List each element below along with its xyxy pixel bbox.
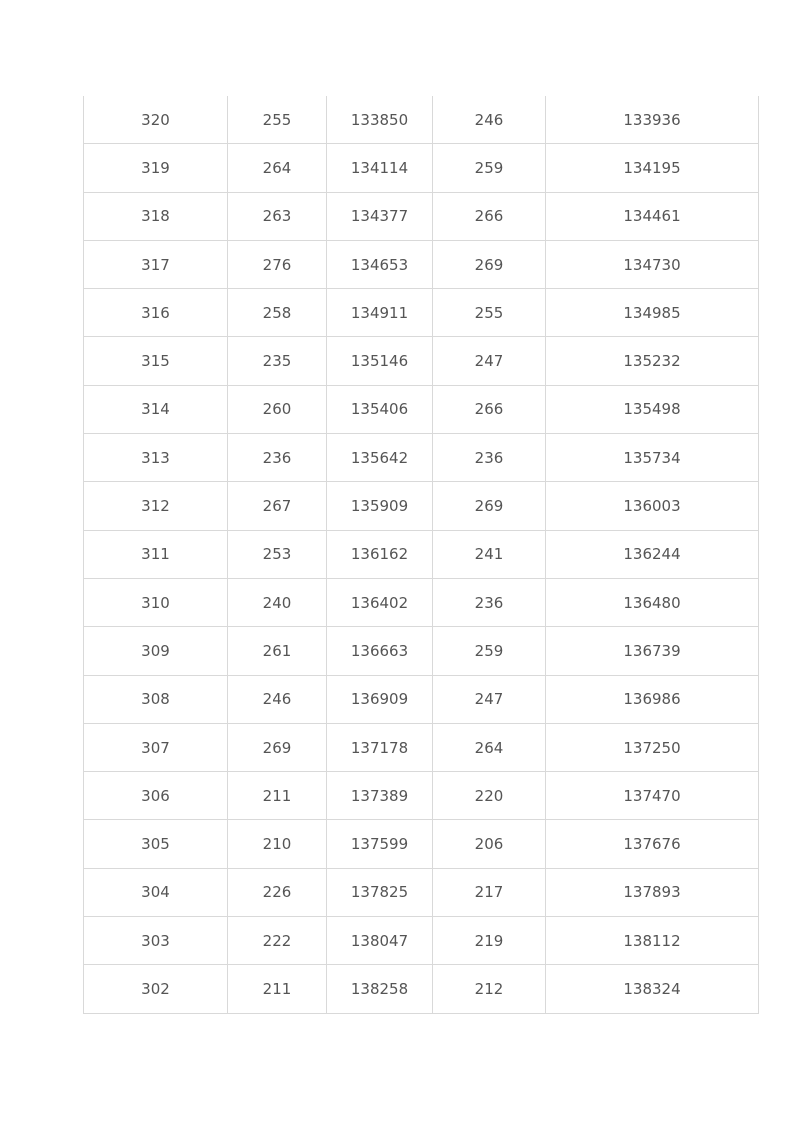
count-cell: 276 (228, 240, 327, 288)
count-cell-2: 246 (433, 96, 546, 144)
cumulative-cell: 135406 (327, 385, 433, 433)
count-cell-2: 264 (433, 723, 546, 771)
count-cell-2: 247 (433, 337, 546, 385)
score-cell: 306 (84, 772, 228, 820)
cumulative-cell: 137599 (327, 820, 433, 868)
count-cell: 210 (228, 820, 327, 868)
count-cell-2: 259 (433, 144, 546, 192)
cumulative-cell: 136402 (327, 578, 433, 626)
cumulative-cell-2: 136986 (546, 675, 759, 723)
score-cell: 309 (84, 627, 228, 675)
count-cell-2: 266 (433, 385, 546, 433)
cumulative-cell-2: 137893 (546, 868, 759, 916)
cumulative-cell: 133850 (327, 96, 433, 144)
score-cell: 318 (84, 192, 228, 240)
table-row (84, 820, 759, 868)
cumulative-cell-2: 138112 (546, 917, 759, 965)
cumulative-cell-2: 137250 (546, 723, 759, 771)
count-cell-2: 266 (433, 192, 546, 240)
count-cell: 260 (228, 385, 327, 433)
cumulative-cell-2: 136003 (546, 482, 759, 530)
count-cell-2: 212 (433, 965, 546, 1013)
cumulative-cell-2: 136244 (546, 530, 759, 578)
score-cell: 312 (84, 482, 228, 530)
count-cell: 222 (228, 917, 327, 965)
score-cell: 310 (84, 578, 228, 626)
table-row (84, 675, 759, 723)
cumulative-cell: 137825 (327, 868, 433, 916)
table-row (84, 337, 759, 385)
table-row (84, 289, 759, 337)
count-cell: 226 (228, 868, 327, 916)
cumulative-cell: 138258 (327, 965, 433, 1013)
score-cell: 307 (84, 723, 228, 771)
score-cell: 302 (84, 965, 228, 1013)
cumulative-cell-2: 137676 (546, 820, 759, 868)
score-table-body (84, 96, 759, 1013)
table-row (84, 240, 759, 288)
score-cell: 308 (84, 675, 228, 723)
cumulative-cell-2: 134461 (546, 192, 759, 240)
table-row (84, 434, 759, 482)
cumulative-cell-2: 136480 (546, 578, 759, 626)
count-cell: 261 (228, 627, 327, 675)
count-cell: 258 (228, 289, 327, 337)
cumulative-cell: 137389 (327, 772, 433, 820)
cumulative-cell: 135909 (327, 482, 433, 530)
cumulative-cell: 135642 (327, 434, 433, 482)
cumulative-cell: 136162 (327, 530, 433, 578)
score-cell: 317 (84, 240, 228, 288)
count-cell-2: 269 (433, 240, 546, 288)
table-row (84, 965, 759, 1013)
table-row (84, 385, 759, 433)
cumulative-cell-2: 135734 (546, 434, 759, 482)
count-cell: 240 (228, 578, 327, 626)
table-row (84, 627, 759, 675)
score-cell: 315 (84, 337, 228, 385)
cumulative-cell-2: 134985 (546, 289, 759, 337)
score-cell: 313 (84, 434, 228, 482)
table-row (84, 917, 759, 965)
count-cell-2: 236 (433, 578, 546, 626)
cumulative-cell-2: 134730 (546, 240, 759, 288)
score-cell: 304 (84, 868, 228, 916)
count-cell: 246 (228, 675, 327, 723)
cumulative-cell: 134653 (327, 240, 433, 288)
table-row (84, 192, 759, 240)
count-cell: 211 (228, 772, 327, 820)
score-cell: 314 (84, 385, 228, 433)
cumulative-cell-2: 133936 (546, 96, 759, 144)
count-cell-2: 217 (433, 868, 546, 916)
cumulative-cell-2: 134195 (546, 144, 759, 192)
count-cell-2: 206 (433, 820, 546, 868)
cumulative-cell-2: 135232 (546, 337, 759, 385)
count-cell-2: 236 (433, 434, 546, 482)
count-cell: 236 (228, 434, 327, 482)
score-cell: 303 (84, 917, 228, 965)
score-cell: 311 (84, 530, 228, 578)
score-cell: 316 (84, 289, 228, 337)
table-row (84, 868, 759, 916)
count-cell-2: 255 (433, 289, 546, 337)
score-table (83, 96, 759, 1014)
count-cell: 267 (228, 482, 327, 530)
score-cell: 305 (84, 820, 228, 868)
cumulative-cell: 138047 (327, 917, 433, 965)
count-cell: 211 (228, 965, 327, 1013)
count-cell-2: 219 (433, 917, 546, 965)
count-cell: 269 (228, 723, 327, 771)
count-cell-2: 247 (433, 675, 546, 723)
cumulative-cell-2: 138324 (546, 965, 759, 1013)
count-cell: 255 (228, 96, 327, 144)
cumulative-cell: 136663 (327, 627, 433, 675)
cumulative-cell: 136909 (327, 675, 433, 723)
count-cell: 264 (228, 144, 327, 192)
cumulative-cell: 134377 (327, 192, 433, 240)
table-row (84, 482, 759, 530)
count-cell-2: 259 (433, 627, 546, 675)
cumulative-cell: 134114 (327, 144, 433, 192)
count-cell: 253 (228, 530, 327, 578)
count-cell: 235 (228, 337, 327, 385)
count-cell-2: 269 (433, 482, 546, 530)
table-row (84, 530, 759, 578)
cumulative-cell-2: 136739 (546, 627, 759, 675)
cumulative-cell: 134911 (327, 289, 433, 337)
count-cell-2: 241 (433, 530, 546, 578)
cumulative-cell-2: 135498 (546, 385, 759, 433)
cumulative-cell-2: 137470 (546, 772, 759, 820)
table-row (84, 723, 759, 771)
table-row (84, 96, 759, 144)
count-cell: 263 (228, 192, 327, 240)
score-cell: 320 (84, 96, 228, 144)
score-cell: 319 (84, 144, 228, 192)
table-row (84, 578, 759, 626)
table-row (84, 772, 759, 820)
cumulative-cell: 135146 (327, 337, 433, 385)
table-row (84, 144, 759, 192)
cumulative-cell: 137178 (327, 723, 433, 771)
count-cell-2: 220 (433, 772, 546, 820)
